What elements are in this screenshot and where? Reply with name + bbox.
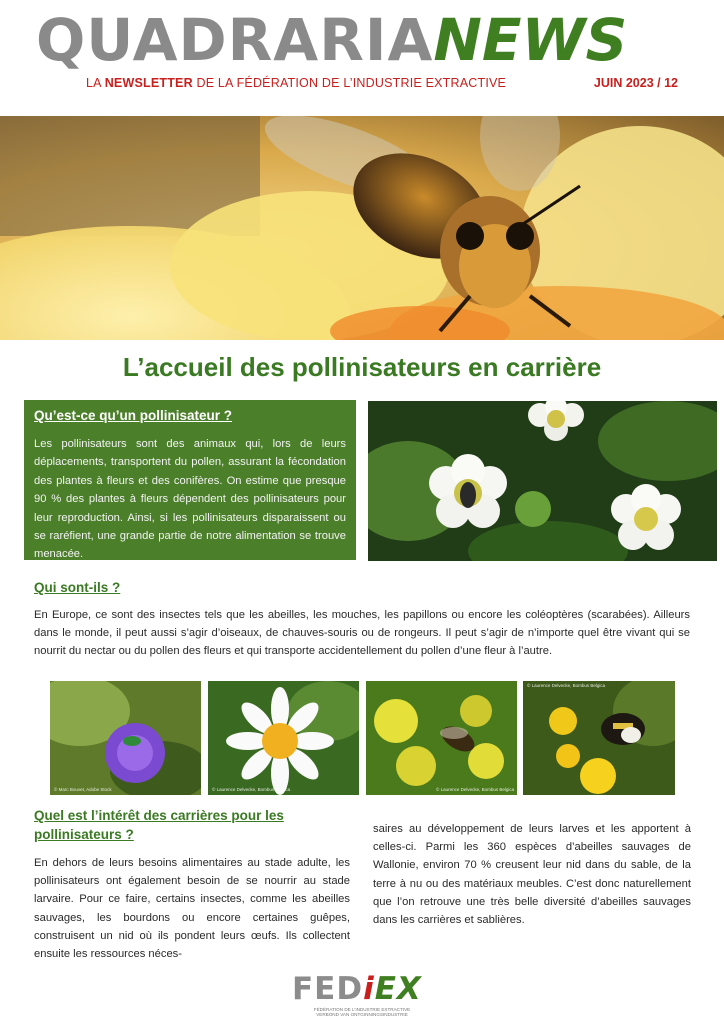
- strawberry-flowers-photo: [368, 401, 717, 561]
- daisy-image: [208, 681, 359, 795]
- logo-line1: FÉDÉRATION DE L’INDUSTRIE EXTRACTIVE: [313, 1007, 411, 1012]
- knapweed-image: [50, 681, 201, 795]
- subtitle-highlight: NEWSLETTER: [104, 76, 193, 90]
- photo-daisy: [208, 681, 359, 795]
- logo-fed: FED: [292, 971, 364, 1007]
- section-heading-interet-carrieres: Quel est l’intérêt des carrières pour les pollinisateurs ?: [34, 808, 284, 842]
- bumblebee-image: [523, 681, 675, 795]
- hero-bee-photo: [0, 116, 724, 340]
- definition-box: [24, 400, 356, 560]
- hoverfly-image: [366, 681, 517, 795]
- newsletter-subtitle: LA NEWSLETTER DE LA FÉDÉRATION DE L’INDUSTRIE EXTRACTIVE: [86, 76, 507, 90]
- section-heading-qui-sont-ils: Qui sont-ils ?: [34, 580, 121, 595]
- photo-credit: © Laurence Delvecke, Bombus Belgica: [527, 683, 606, 688]
- issue-label: JUIN 2023 / 12: [593, 76, 678, 90]
- photo-credit: © Laurence Delvecke, Bombus Belgica: [212, 787, 291, 792]
- section-text-col2: saires au développement de leurs larves et les apportent à celles-ci. Parmi les 360 espèces d’abeilles sauvages de Wallonie, environ 70 % creusent leur nid dans du sable, de la terre à nu ou des matériaux meubles. C’est donc naturellement que l’on retrouve une très belle diversité d’abeilles sauvages dans les carrières et sablières.: [373, 823, 691, 927]
- definition-text: Les pollinisateurs sont des animaux qui, lors de leurs déplacements, transportent du pollen, assurant la fécondation des plantes à fleurs et des conifères. On estime que presque 90 % des plantes à fleurs dépendent des pollinisateurs pour leur reproduction. Ainsi, si les pollinisateurs disparaissent ou se raréfient, une grande partie de notre alimentation se trouve menacée.: [34, 438, 346, 561]
- photo-credit: © Marc Bouvet, Adobe Stock: [54, 787, 112, 792]
- section-text-col1: En dehors de leurs besoins alimentaires au stade adulte, les pollinisateurs ont également besoin de se nourrir au stade larvaire. Pour ce faire, certains insectes, comme les abeilles sauvages, les bourdons ou encore certaines guêpes, construisent un nid où ils pondent leurs œufs. Ils collectent ensuite les ressources néces-: [34, 857, 350, 961]
- issue-number: 12: [664, 76, 678, 90]
- logo-ex: EX: [374, 971, 422, 1007]
- article-title: L’accueil des pollinisateurs en carrière: [122, 352, 602, 382]
- photo-bumblebee: [523, 681, 675, 795]
- masthead-title-news: NEWS: [433, 6, 628, 74]
- definition-heading: Qu’est-ce qu’un pollinisateur ?: [34, 408, 233, 423]
- issue-date: JUIN 2023: [593, 76, 654, 90]
- photo-credit: © Laurence Delvecke, Bombus Belgica: [436, 787, 515, 792]
- bee-on-flower-image: [0, 116, 724, 340]
- masthead-title-quadraria: QUADRARIA: [36, 6, 434, 74]
- photo-knapweed-bug: [50, 681, 201, 795]
- masthead: [36, 8, 696, 72]
- strawberry-flowers-image: [368, 401, 717, 561]
- fediex-logo: [292, 972, 432, 1018]
- logo-line2: VERBOND VAN ONTGINNINGSINDUSTRIE: [316, 1012, 408, 1018]
- section-text-qui-sont-ils: En Europe, ce sont des insectes tels que les abeilles, les mouches, les papillons ou encore les coléoptères (scarabées). Ailleurs dans le monde, il peut aussi s’agir d’oiseaux, de chauves-souris ou de rongeurs. Il peut s’agir de n’importe quel être vivant qui se nourrit du nectar ou du pollen des fleurs et qui transporte accidentellement du pollen d’une fleur à l’autre.: [34, 609, 690, 658]
- logo-i: i: [363, 971, 375, 1007]
- photo-hoverfly: [366, 681, 517, 795]
